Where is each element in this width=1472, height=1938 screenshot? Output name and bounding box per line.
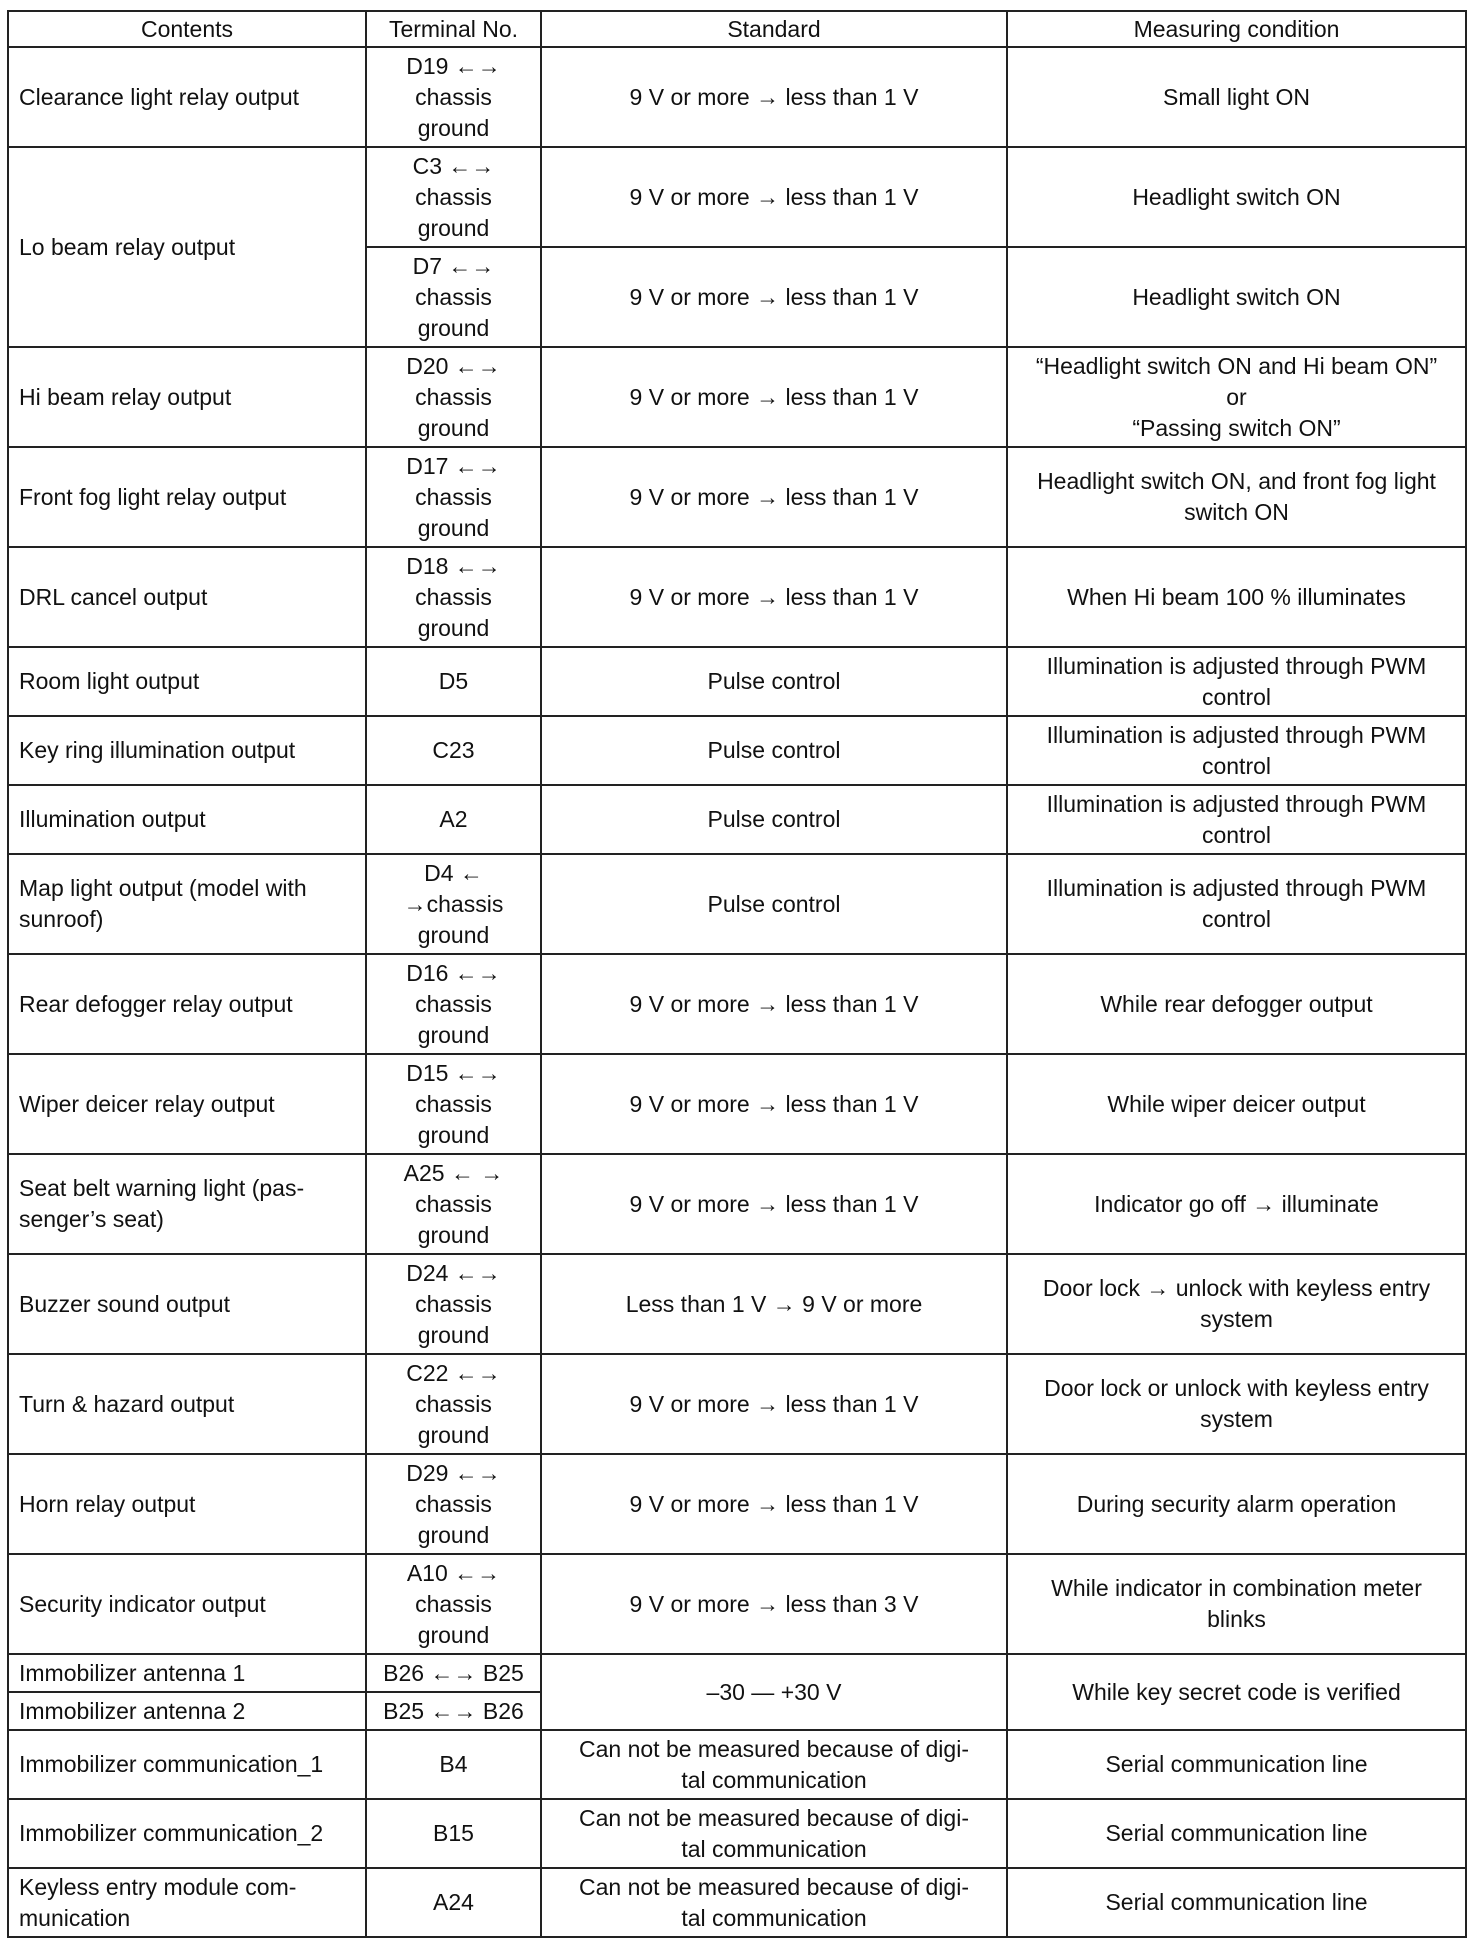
contents-cell: Immobilizer antenna 2 xyxy=(8,1692,366,1730)
terminal-cell: D19 ←→ chassis ground xyxy=(366,47,541,147)
terminal-cell: D17 ←→ chassis ground xyxy=(366,447,541,547)
header-standard: Standard xyxy=(541,11,1007,47)
table-row xyxy=(8,1868,1466,1937)
contents-cell: Key ring illumination output xyxy=(8,716,366,785)
contents-cell: Immobilizer antenna 1 xyxy=(8,1654,366,1692)
table-row xyxy=(8,1354,1466,1454)
condition-cell: Serial communication line xyxy=(1007,1868,1466,1937)
terminal-cell: B4 xyxy=(366,1730,541,1799)
table-row xyxy=(8,1554,1466,1654)
contents-cell: Rear defogger relay output xyxy=(8,954,366,1054)
contents-cell: Buzzer sound output xyxy=(8,1254,366,1354)
table-row xyxy=(8,785,1466,854)
contents-cell: Wiper deicer relay output xyxy=(8,1054,366,1154)
standard-cell: Pulse control xyxy=(541,785,1007,854)
contents-cell: Illumination output xyxy=(8,785,366,854)
terminal-cell: D18 ←→ chassis ground xyxy=(366,547,541,647)
table-row xyxy=(8,1799,1466,1868)
condition-cell: Door lock → unlock with keyless entry system xyxy=(1007,1254,1466,1354)
condition-cell: Illumination is adjusted through PWM control xyxy=(1007,647,1466,716)
terminal-cell: D24 ←→ chassis ground xyxy=(366,1254,541,1354)
table-row xyxy=(8,447,1466,547)
condition-cell: While key secret code is verified xyxy=(1007,1654,1466,1730)
terminal-cell: C3 ←→ chassis ground xyxy=(366,147,541,247)
standard-cell: Pulse control xyxy=(541,647,1007,716)
table-row xyxy=(8,854,1466,954)
terminal-cell: D4 ← →chassis ground xyxy=(366,854,541,954)
condition-cell: Headlight switch ON xyxy=(1007,147,1466,247)
standard-cell: 9 V or more → less than 1 V xyxy=(541,447,1007,547)
condition-cell: Serial communication line xyxy=(1007,1799,1466,1868)
condition-cell: While rear defogger output xyxy=(1007,954,1466,1054)
contents-cell: Lo beam relay output xyxy=(8,147,366,347)
standard-cell: Can not be measured because of digi- tal communication xyxy=(541,1799,1007,1868)
terminal-cell: A25 ← → chassis ground xyxy=(366,1154,541,1254)
standard-cell: Can not be measured because of digi- tal communication xyxy=(541,1868,1007,1937)
terminal-cell: D5 xyxy=(366,647,541,716)
contents-cell: Keyless entry module com- munication xyxy=(8,1868,366,1937)
table-row xyxy=(8,1654,1466,1692)
table-row xyxy=(8,647,1466,716)
condition-cell: Illumination is adjusted through PWM control xyxy=(1007,854,1466,954)
table-row xyxy=(8,347,1466,447)
terminal-spec-table xyxy=(7,10,1467,1938)
contents-cell: Hi beam relay output xyxy=(8,347,366,447)
table-row xyxy=(8,1730,1466,1799)
standard-cell: 9 V or more → less than 1 V xyxy=(541,1054,1007,1154)
contents-cell: Immobilizer communication_2 xyxy=(8,1799,366,1868)
contents-cell: Security indicator output xyxy=(8,1554,366,1654)
standard-cell: Can not be measured because of digi- tal communication xyxy=(541,1730,1007,1799)
condition-cell: Small light ON xyxy=(1007,47,1466,147)
contents-cell: Room light output xyxy=(8,647,366,716)
table-row xyxy=(8,716,1466,785)
header-contents: Contents xyxy=(8,11,366,47)
header-terminal: Terminal No. xyxy=(366,11,541,47)
condition-cell: “Headlight switch ON and Hi beam ON” or “Passing switch ON” xyxy=(1007,347,1466,447)
terminal-cell: B26 ←→ B25 xyxy=(366,1654,541,1692)
contents-cell: Map light output (model with sunroof) xyxy=(8,854,366,954)
standard-cell: 9 V or more → less than 1 V xyxy=(541,954,1007,1054)
terminal-cell: D15 ←→ chassis ground xyxy=(366,1054,541,1154)
standard-cell: –30 — +30 V xyxy=(541,1654,1007,1730)
table-row xyxy=(8,954,1466,1054)
condition-cell: When Hi beam 100 % illuminates xyxy=(1007,547,1466,647)
table-row xyxy=(8,47,1466,147)
contents-cell: Turn & hazard output xyxy=(8,1354,366,1454)
standard-cell: Less than 1 V → 9 V or more xyxy=(541,1254,1007,1354)
terminal-cell: C22 ←→ chassis ground xyxy=(366,1354,541,1454)
terminal-cell: A2 xyxy=(366,785,541,854)
header-row xyxy=(8,11,1466,47)
table-row xyxy=(8,1154,1466,1254)
terminal-cell: B15 xyxy=(366,1799,541,1868)
table-row xyxy=(8,1054,1466,1154)
condition-cell: Headlight switch ON, and front fog light switch ON xyxy=(1007,447,1466,547)
standard-cell: 9 V or more → less than 1 V xyxy=(541,347,1007,447)
table-row xyxy=(8,1454,1466,1554)
standard-cell: 9 V or more → less than 1 V xyxy=(541,247,1007,347)
contents-cell: Clearance light relay output xyxy=(8,47,366,147)
terminal-cell: D7 ←→ chassis ground xyxy=(366,247,541,347)
standard-cell: 9 V or more → less than 1 V xyxy=(541,1354,1007,1454)
terminal-cell: A10 ←→ chassis ground xyxy=(366,1554,541,1654)
condition-cell: Indicator go off → illuminate xyxy=(1007,1154,1466,1254)
header-condition: Measuring condition xyxy=(1007,11,1466,47)
condition-cell: Illumination is adjusted through PWM control xyxy=(1007,785,1466,854)
contents-cell: Seat belt warning light (pas- senger’s seat) xyxy=(8,1154,366,1254)
table-row xyxy=(8,1254,1466,1354)
condition-cell: Illumination is adjusted through PWM control xyxy=(1007,716,1466,785)
table-row xyxy=(8,547,1466,647)
terminal-cell: C23 xyxy=(366,716,541,785)
condition-cell: While indicator in combination meter blinks xyxy=(1007,1554,1466,1654)
condition-cell: Headlight switch ON xyxy=(1007,247,1466,347)
condition-cell: Door lock or unlock with keyless entry system xyxy=(1007,1354,1466,1454)
standard-cell: 9 V or more → less than 1 V xyxy=(541,147,1007,247)
standard-cell: 9 V or more → less than 1 V xyxy=(541,47,1007,147)
condition-cell: Serial communication line xyxy=(1007,1730,1466,1799)
standard-cell: 9 V or more → less than 3 V xyxy=(541,1554,1007,1654)
standard-cell: 9 V or more → less than 1 V xyxy=(541,547,1007,647)
terminal-cell: B25 ←→ B26 xyxy=(366,1692,541,1730)
terminal-cell: D20 ←→ chassis ground xyxy=(366,347,541,447)
contents-cell: Front fog light relay output xyxy=(8,447,366,547)
standard-cell: Pulse control xyxy=(541,854,1007,954)
standard-cell: 9 V or more → less than 1 V xyxy=(541,1154,1007,1254)
terminal-cell: D29 ←→ chassis ground xyxy=(366,1454,541,1554)
terminal-cell: A24 xyxy=(366,1868,541,1937)
table-row xyxy=(8,147,1466,247)
terminal-cell: D16 ←→ chassis ground xyxy=(366,954,541,1054)
condition-cell: During security alarm operation xyxy=(1007,1454,1466,1554)
contents-cell: Immobilizer communication_1 xyxy=(8,1730,366,1799)
standard-cell: 9 V or more → less than 1 V xyxy=(541,1454,1007,1554)
standard-cell: Pulse control xyxy=(541,716,1007,785)
contents-cell: Horn relay output xyxy=(8,1454,366,1554)
contents-cell: DRL cancel output xyxy=(8,547,366,647)
condition-cell: While wiper deicer output xyxy=(1007,1054,1466,1154)
